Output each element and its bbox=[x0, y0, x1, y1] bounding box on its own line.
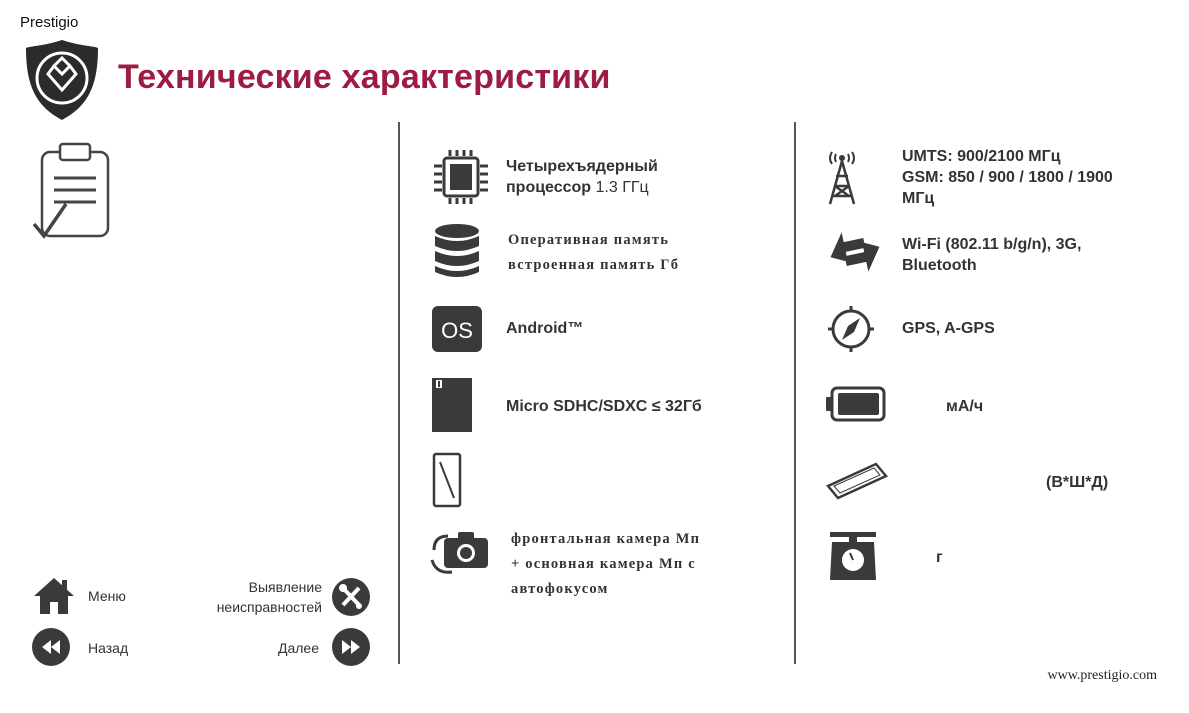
troubleshoot-label-line1: Выявление bbox=[248, 579, 322, 595]
spec-weight: г bbox=[936, 549, 943, 566]
next-label[interactable]: Далее bbox=[278, 640, 320, 656]
next-button[interactable] bbox=[332, 628, 370, 666]
brand-name: Prestigio bbox=[20, 14, 79, 31]
troubleshoot-label[interactable] bbox=[212, 577, 322, 617]
divider-left bbox=[398, 122, 400, 664]
rewind-icon bbox=[32, 628, 70, 666]
processor-chip-icon bbox=[430, 148, 492, 206]
back-button[interactable] bbox=[32, 628, 70, 666]
spec-wireless bbox=[902, 234, 1081, 276]
spec-camera-line1: фронтальная камера Мп bbox=[511, 531, 701, 547]
spec-os: Android™ bbox=[506, 320, 584, 337]
svg-text:OS: OS bbox=[441, 318, 473, 343]
gps-compass-icon bbox=[828, 306, 874, 352]
divider-right bbox=[794, 122, 796, 664]
spec-cpu-frequency: 1.3 ГГц bbox=[595, 179, 649, 196]
page-title: Технические характеристики bbox=[118, 58, 611, 96]
screen-display-icon bbox=[432, 452, 462, 508]
spec-gps: GPS, A-GPS bbox=[902, 320, 995, 337]
spec-card: Micro SDHC/SDXC ≤ 32Гб bbox=[506, 398, 702, 415]
troubleshoot-button[interactable] bbox=[332, 578, 370, 616]
spec-cpu bbox=[506, 156, 658, 198]
spec-camera-line3: автофокусом bbox=[511, 581, 609, 597]
spec-network bbox=[902, 146, 1113, 209]
spec-dimensions: (В*Ш*Д) bbox=[1046, 474, 1109, 491]
spec-battery: мА/ч bbox=[946, 398, 984, 415]
weight-scale-icon bbox=[828, 532, 878, 580]
menu-button[interactable] bbox=[32, 576, 76, 616]
clipboard-check-icon bbox=[30, 140, 112, 244]
spec-storage: встроенная память Гб bbox=[508, 257, 680, 273]
spec-cpu-line1: Четырехъядерный bbox=[506, 158, 658, 175]
prestigio-logo-icon bbox=[24, 38, 100, 122]
troubleshoot-label-line2: неисправностей bbox=[216, 599, 322, 615]
sd-card-icon bbox=[432, 378, 472, 432]
spec-gsm-unit: МГц bbox=[902, 190, 935, 207]
os-icon bbox=[432, 306, 482, 352]
memory-database-icon bbox=[432, 222, 482, 280]
device-dimensions-icon bbox=[826, 460, 888, 500]
menu-label[interactable]: Меню bbox=[88, 588, 126, 604]
footer-url: www.prestigio.com bbox=[1047, 668, 1157, 683]
spec-wifi: Wi-Fi (802.11 b/g/n), 3G, bbox=[902, 236, 1082, 253]
spec-gsm: GSM: 850 / 900 / 1800 / 1900 bbox=[902, 169, 1113, 186]
battery-icon bbox=[826, 386, 886, 422]
tools-icon bbox=[332, 578, 370, 616]
home-icon bbox=[32, 576, 76, 616]
spec-cpu-label: процессор bbox=[506, 179, 592, 196]
spec-bluetooth: Bluetooth bbox=[902, 257, 977, 274]
antenna-tower-icon bbox=[824, 148, 860, 206]
spec-memory bbox=[508, 228, 679, 278]
back-label[interactable]: Назад bbox=[88, 640, 129, 656]
fast-forward-icon bbox=[332, 628, 370, 666]
spec-camera bbox=[511, 527, 700, 602]
spec-camera-line2: + основная камера Мп с bbox=[511, 556, 696, 572]
spec-ram: Оперативная память bbox=[508, 232, 670, 248]
camera-rotate-icon bbox=[430, 530, 494, 576]
spec-umts: UMTS: 900/2100 МГц bbox=[902, 148, 1061, 165]
wireless-arrows-icon bbox=[826, 226, 884, 278]
